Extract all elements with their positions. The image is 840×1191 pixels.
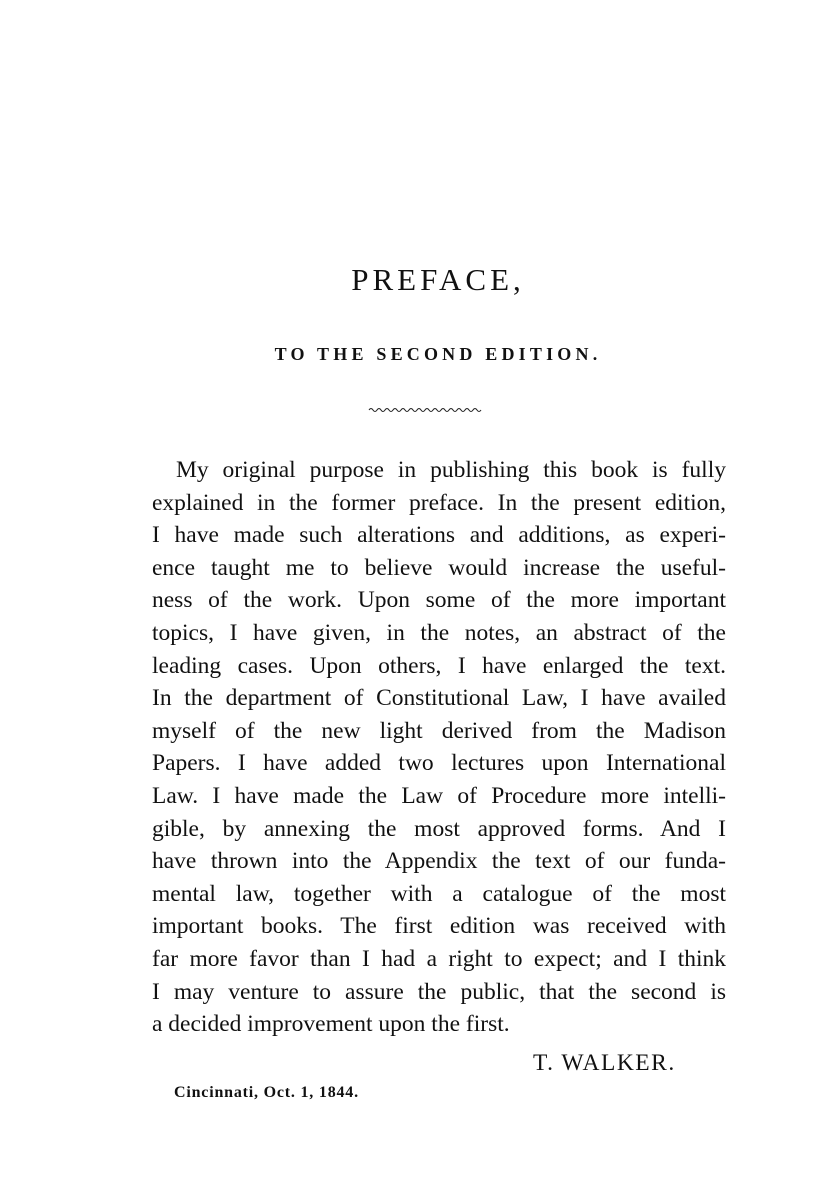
body-line: In the department of Constitutional Law, I have availed (152, 685, 726, 712)
body-line: I may venture to assure the public, that the second is (152, 978, 726, 1005)
body-line: ence taught me to believe would increase the useful- (152, 554, 726, 581)
author-signature: T. WALKER. (533, 1050, 676, 1076)
body-line: explained in the former preface. In the present edition, (152, 489, 726, 516)
body-line: far more favor than I had a right to expect; and I think (152, 945, 726, 972)
body-line: Law. I have made the Law of Procedure more intelli- (152, 782, 726, 809)
body-line: My original purpose in publishing this book is fully (176, 457, 726, 483)
body-line: have thrown into the Appendix the text of our funda- (152, 848, 726, 875)
page-title: PREFACE, (351, 262, 525, 297)
body-line: leading cases. Upon others, I have enlarged the text. (152, 652, 726, 679)
page-subtitle: TO THE SECOND EDITION. (274, 344, 602, 364)
body-line: Papers. I have added two lectures upon International (152, 750, 726, 777)
body-line: topics, I have given, in the notes, an abstract of the (152, 619, 726, 646)
body-line: myself of the new light derived from the Madison (152, 717, 726, 744)
body-line: ness of the work. Upon some of the more important (152, 587, 726, 614)
body-line: I have made such alterations and additions, as experi- (152, 522, 726, 549)
body-line: important books. The first edition was received with (152, 913, 726, 940)
body-line: mental law, together with a catalogue of the most (152, 880, 726, 907)
wavy-rule-ornament (368, 405, 484, 415)
dateline: Cincinnati, Oct. 1, 1844. (174, 1084, 359, 1101)
preface-body (152, 454, 726, 1041)
body-line: a decided improvement upon the first. (152, 1011, 510, 1038)
body-line: gible, by annexing the most approved forms. And I (152, 815, 726, 842)
